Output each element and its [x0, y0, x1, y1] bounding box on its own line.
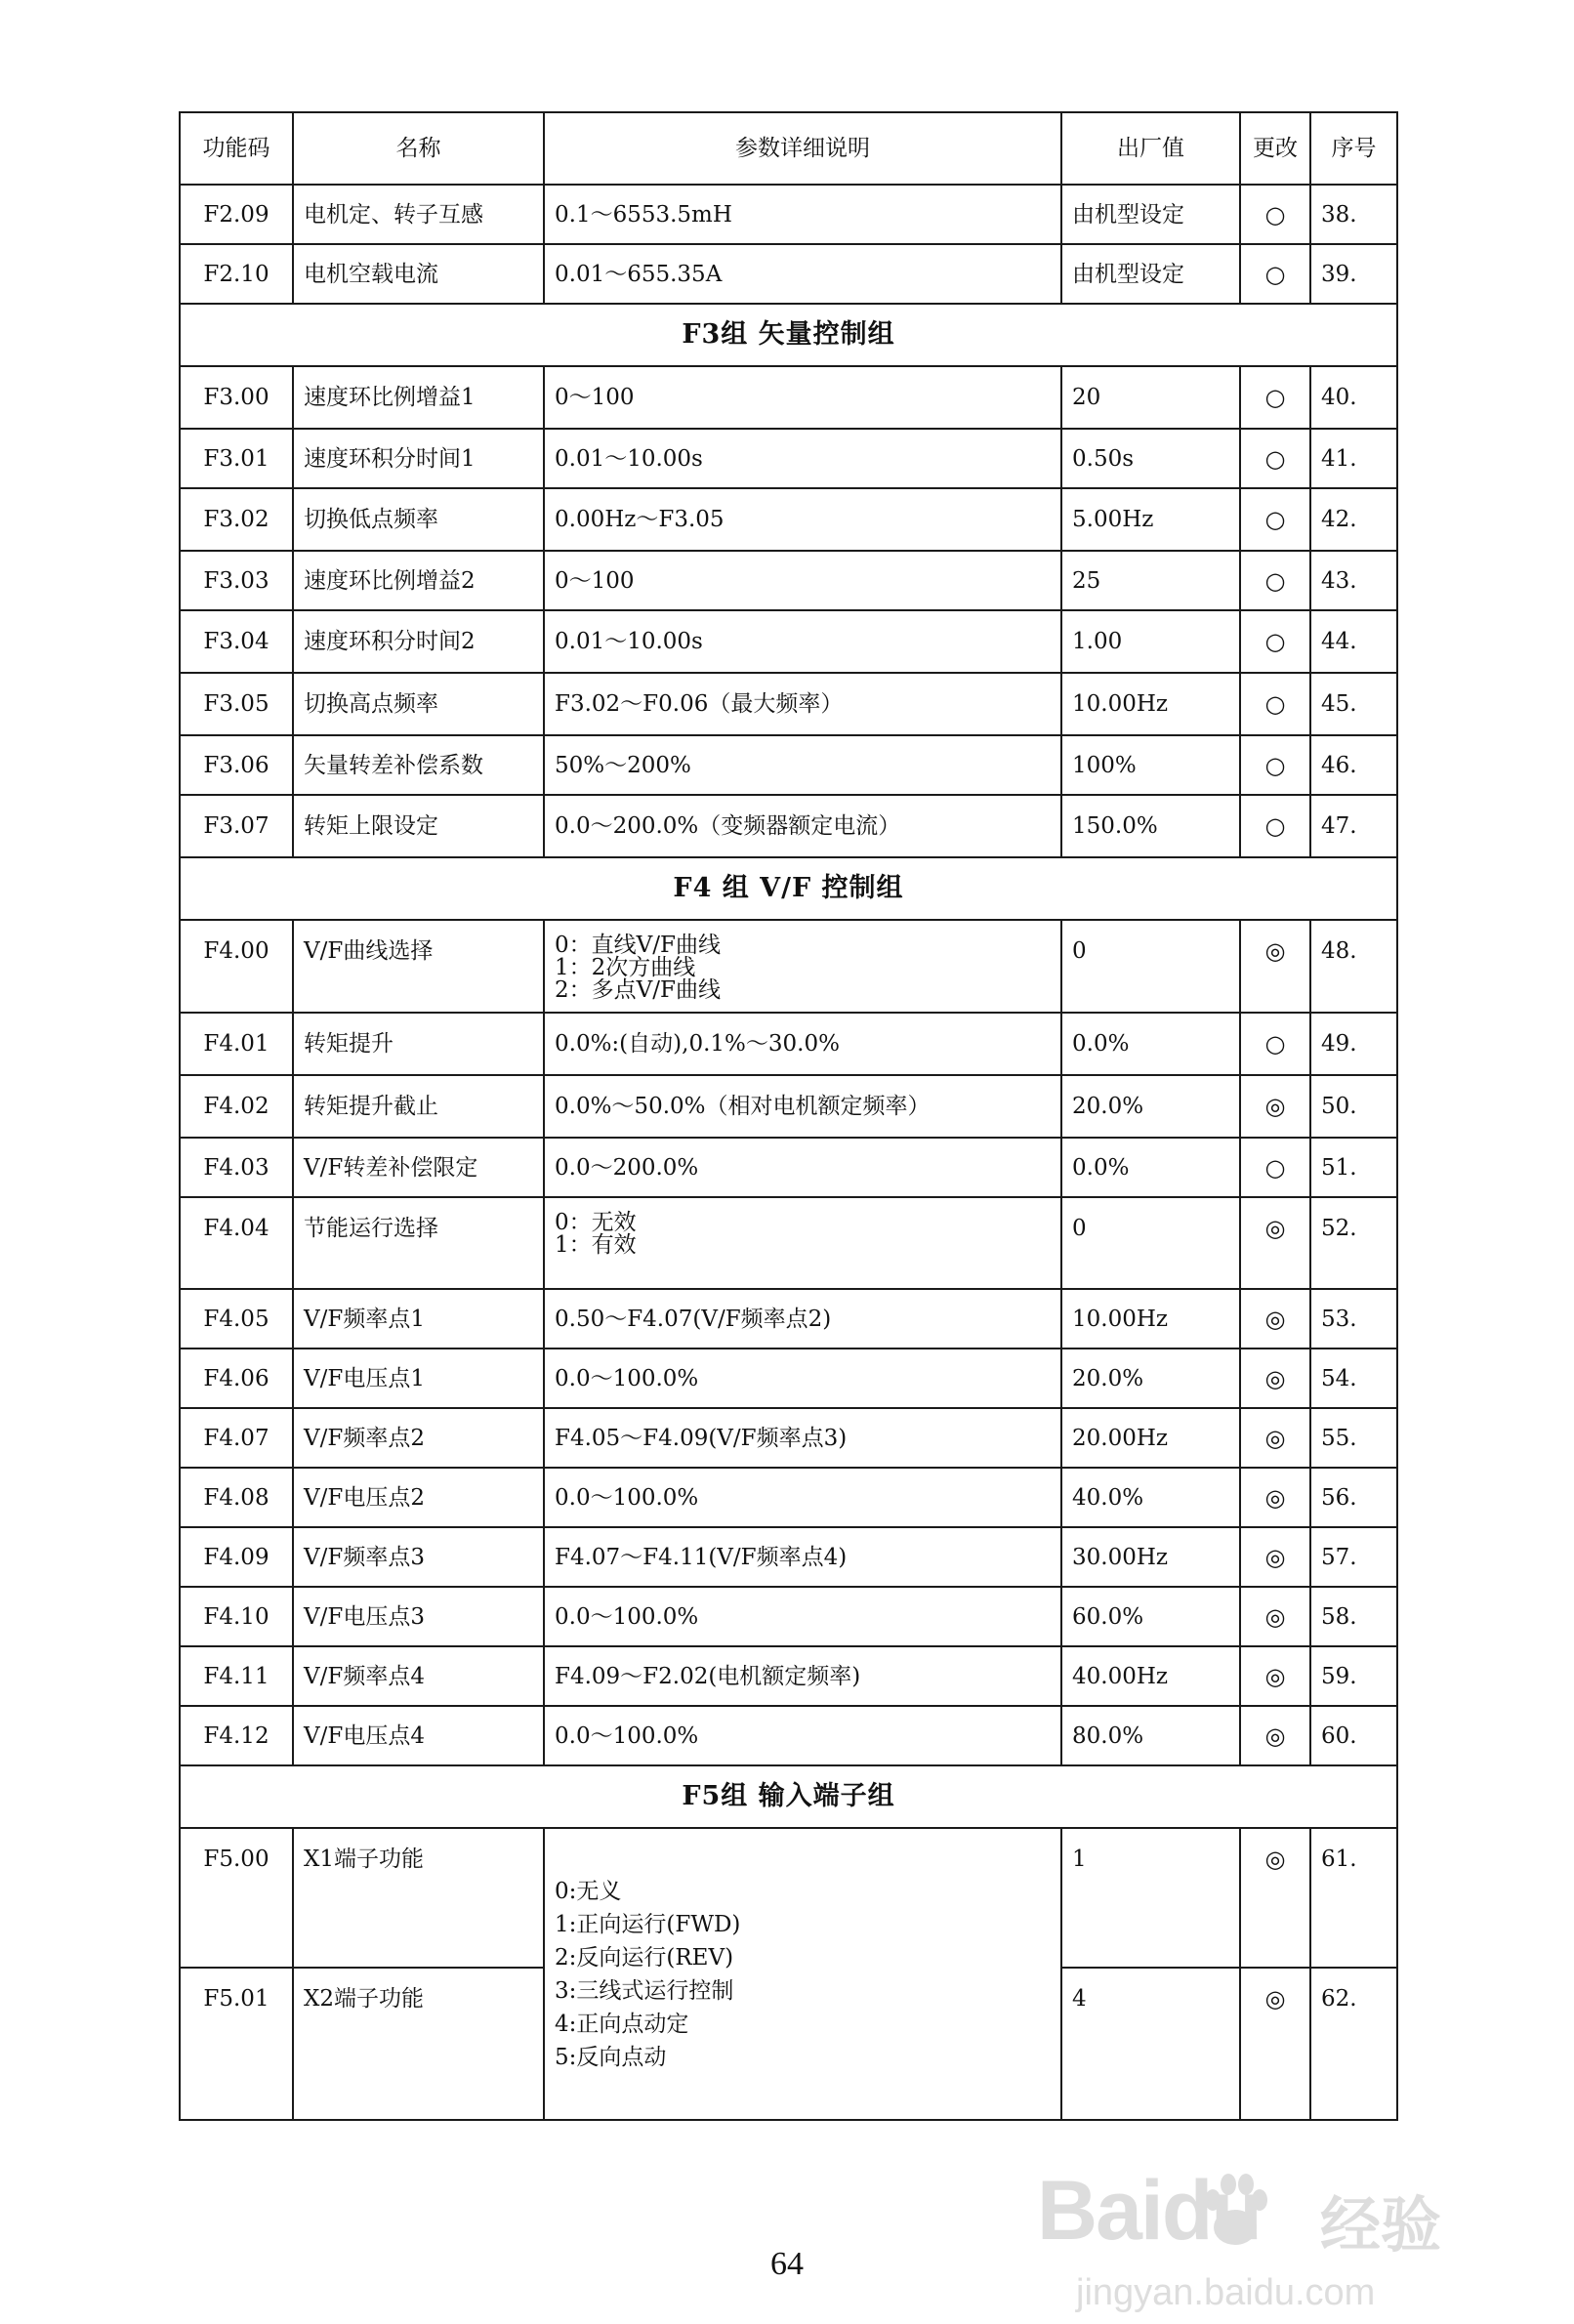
param-change: ○: [1240, 488, 1310, 551]
param-desc: F3.02～F0.06（最大频率）: [544, 673, 1061, 735]
param-code: F4.04: [180, 1197, 293, 1289]
param-name: V/F电压点1: [293, 1349, 544, 1408]
param-desc-line: 1：有效: [555, 1232, 637, 1258]
header-seq: 序号: [1310, 112, 1397, 185]
param-seq: 60.: [1310, 1706, 1397, 1765]
group-title: F4 组 V/F 控制组: [180, 857, 1397, 920]
param-code: F3.01: [180, 429, 293, 488]
param-seq: 46.: [1310, 735, 1397, 795]
param-change: ○: [1240, 429, 1310, 488]
param-code: F4.11: [180, 1646, 293, 1706]
param-change: ○: [1240, 185, 1310, 244]
table-row: [180, 1587, 1397, 1646]
param-change: ◎: [1240, 1828, 1310, 1968]
param-change: ◎: [1240, 1349, 1310, 1408]
param-default: 20.0%: [1061, 1075, 1240, 1138]
param-code: F3.03: [180, 551, 293, 610]
watermark-cn-text: 经验: [1320, 2189, 1442, 2261]
param-seq: 56.: [1310, 1468, 1397, 1527]
param-seq: 42.: [1310, 488, 1397, 551]
header-name: 名称: [293, 112, 544, 185]
param-desc-line: 0:无义: [555, 1878, 622, 1904]
param-code: F3.00: [180, 366, 293, 429]
param-code: F4.12: [180, 1706, 293, 1765]
param-code: F4.07: [180, 1408, 293, 1468]
table-row: [180, 366, 1397, 429]
param-code: F4.00: [180, 920, 293, 1013]
header-default: 出厂值: [1061, 112, 1240, 185]
param-seq: 48.: [1310, 920, 1397, 1013]
param-name: 转矩提升: [293, 1013, 544, 1075]
group-header-row: [180, 304, 1397, 366]
param-desc: 0.0～100.0%: [544, 1587, 1061, 1646]
parameter-table: [179, 111, 1398, 2121]
param-change: ◎: [1240, 1468, 1310, 1527]
table-row: [180, 1138, 1397, 1197]
param-seq: 59.: [1310, 1646, 1397, 1706]
param-desc: 0～100: [544, 366, 1061, 429]
param-desc: 0.0～100.0%: [544, 1706, 1061, 1765]
param-default: 80.0%: [1061, 1706, 1240, 1765]
param-desc: 0.00Hz～F3.05: [544, 488, 1061, 551]
param-change: ○: [1240, 366, 1310, 429]
page-number: 64: [770, 2246, 804, 2282]
param-change: ○: [1240, 1013, 1310, 1075]
header-desc: 参数详细说明: [544, 112, 1061, 185]
table-row: [180, 1349, 1397, 1408]
param-change: ○: [1240, 795, 1310, 857]
table-row: [180, 429, 1397, 488]
param-seq: 38.: [1310, 185, 1397, 244]
param-seq: 39.: [1310, 244, 1397, 304]
param-desc-line: 5:反向点动: [555, 2044, 667, 2070]
param-desc: F4.05～F4.09(V/F频率点3): [544, 1408, 1061, 1468]
param-name: V/F电压点4: [293, 1706, 544, 1765]
param-name: V/F频率点2: [293, 1408, 544, 1468]
param-seq: 53.: [1310, 1289, 1397, 1349]
paw-icon: [1201, 2169, 1269, 2257]
param-default: 20.0%: [1061, 1349, 1240, 1408]
table-row: [180, 1828, 1397, 1968]
param-desc-line: 0：直线V/F曲线: [555, 933, 721, 958]
param-name: 切换高点频率: [293, 673, 544, 735]
table-row: [180, 185, 1397, 244]
watermark-logo-text: Baidu: [1037, 2164, 1261, 2258]
param-code: F4.10: [180, 1587, 293, 1646]
param-change: ○: [1240, 610, 1310, 673]
param-default: 由机型设定: [1061, 185, 1240, 244]
param-seq: 47.: [1310, 795, 1397, 857]
param-change: ◎: [1240, 1197, 1310, 1289]
param-change: ◎: [1240, 1968, 1310, 2120]
table-row: [180, 795, 1397, 857]
table-row: [180, 1706, 1397, 1765]
param-code: F4.03: [180, 1138, 293, 1197]
param-seq: 52.: [1310, 1197, 1397, 1289]
table-row: [180, 1197, 1397, 1289]
param-change: ◎: [1240, 1646, 1310, 1706]
param-default: 30.00Hz: [1061, 1527, 1240, 1587]
param-seq: 54.: [1310, 1349, 1397, 1408]
param-default: 0: [1061, 920, 1240, 1013]
param-desc: 0.1～6553.5mH: [544, 185, 1061, 244]
group-header-row: [180, 857, 1397, 920]
param-name: V/F频率点3: [293, 1527, 544, 1587]
watermark-url: jingyan.baidu.com: [1076, 2272, 1376, 2313]
param-desc: F4.07～F4.11(V/F频率点4): [544, 1527, 1061, 1587]
param-desc-line: 2：多点V/F曲线: [555, 977, 721, 1003]
param-name: V/F频率点4: [293, 1646, 544, 1706]
param-code: F4.05: [180, 1289, 293, 1349]
group-title: F5组 输入端子组: [180, 1765, 1397, 1828]
param-default: 1.00: [1061, 610, 1240, 673]
param-default: 0.0%: [1061, 1138, 1240, 1197]
param-seq: 43.: [1310, 551, 1397, 610]
param-desc: 0.0%～50.0%（相对电机额定频率）: [544, 1075, 1061, 1138]
param-desc: 0.0%:(自动),0.1%～30.0%: [544, 1013, 1061, 1075]
param-change: ◎: [1240, 1289, 1310, 1349]
param-name: 速度环积分时间1: [293, 429, 544, 488]
param-desc: 0.0～200.0%: [544, 1138, 1061, 1197]
param-seq: 51.: [1310, 1138, 1397, 1197]
param-name: V/F频率点1: [293, 1289, 544, 1349]
table-row: [180, 920, 1397, 1013]
param-change: ◎: [1240, 1587, 1310, 1646]
table-header-row: [180, 112, 1397, 185]
param-desc: 50%～200%: [544, 735, 1061, 795]
param-desc: 0～100: [544, 551, 1061, 610]
header-change: 更改: [1240, 112, 1310, 185]
param-seq: 58.: [1310, 1587, 1397, 1646]
table-row: [180, 1646, 1397, 1706]
param-change: ◎: [1240, 1527, 1310, 1587]
table-row: [180, 673, 1397, 735]
header-code: 功能码: [180, 112, 293, 185]
param-code: F3.07: [180, 795, 293, 857]
table-row: [180, 488, 1397, 551]
table-row: [180, 1075, 1397, 1138]
param-code: F5.00: [180, 1828, 293, 1968]
table-row: [180, 1013, 1397, 1075]
param-desc: [544, 920, 1061, 1013]
table-row: [180, 735, 1397, 795]
param-desc-line: 4:正向点动定: [555, 2011, 689, 2037]
param-code: F4.09: [180, 1527, 293, 1587]
param-change: ◎: [1240, 1706, 1310, 1765]
param-desc: [544, 1828, 1061, 2120]
param-desc-line: 3:三线式运行控制: [555, 1977, 734, 2004]
table-row: [180, 1289, 1397, 1349]
param-name: 节能运行选择: [293, 1197, 544, 1289]
param-name: V/F曲线选择: [293, 920, 544, 1013]
param-code: F4.08: [180, 1468, 293, 1527]
param-default: 1: [1061, 1828, 1240, 1968]
param-default: 10.00Hz: [1061, 673, 1240, 735]
param-change: ○: [1240, 551, 1310, 610]
param-default: 4: [1061, 1968, 1240, 2120]
param-seq: 49.: [1310, 1013, 1397, 1075]
param-name: 矢量转差补偿系数: [293, 735, 544, 795]
baidu-jingyan-watermark: [1037, 2163, 1486, 2319]
param-change: ◎: [1240, 1075, 1310, 1138]
param-default: 40.0%: [1061, 1468, 1240, 1527]
param-desc: 0.01～10.00s: [544, 429, 1061, 488]
param-name: V/F电压点2: [293, 1468, 544, 1527]
param-code: F3.05: [180, 673, 293, 735]
param-seq: 61.: [1310, 1828, 1397, 1968]
table-row: [180, 551, 1397, 610]
group-title: F3组 矢量控制组: [180, 304, 1397, 366]
param-code: F4.02: [180, 1075, 293, 1138]
param-desc: 0.01～655.35A: [544, 244, 1061, 304]
param-name: 电机空载电流: [293, 244, 544, 304]
table-row: [180, 1468, 1397, 1527]
param-name: V/F转差补偿限定: [293, 1138, 544, 1197]
table-row: [180, 610, 1397, 673]
param-desc: 0.0～100.0%: [544, 1468, 1061, 1527]
param-default: 60.0%: [1061, 1587, 1240, 1646]
param-default: 0.50s: [1061, 429, 1240, 488]
param-name: 速度环比例增益1: [293, 366, 544, 429]
param-seq: 57.: [1310, 1527, 1397, 1587]
param-name: 速度环积分时间2: [293, 610, 544, 673]
param-name: 切换低点频率: [293, 488, 544, 551]
table-row: [180, 244, 1397, 304]
group-header-row: [180, 1765, 1397, 1828]
param-name: X2端子功能: [293, 1968, 544, 2120]
param-name: V/F电压点3: [293, 1587, 544, 1646]
param-seq: 41.: [1310, 429, 1397, 488]
param-seq: 50.: [1310, 1075, 1397, 1138]
param-desc: 0.50～F4.07(V/F频率点2): [544, 1289, 1061, 1349]
param-default: 40.00Hz: [1061, 1646, 1240, 1706]
param-desc-line: 0：无效: [555, 1210, 637, 1235]
param-code: F2.10: [180, 244, 293, 304]
param-default: 20: [1061, 366, 1240, 429]
param-default: 由机型设定: [1061, 244, 1240, 304]
param-desc-line: 1：2次方曲线: [555, 955, 696, 980]
param-code: F3.04: [180, 610, 293, 673]
param-change: ○: [1240, 673, 1310, 735]
param-code: F3.06: [180, 735, 293, 795]
param-name: 电机定、转子互感: [293, 185, 544, 244]
param-default: 0: [1061, 1197, 1240, 1289]
param-code: F2.09: [180, 185, 293, 244]
param-name: 转矩上限设定: [293, 795, 544, 857]
param-change: ○: [1240, 735, 1310, 795]
param-default: 5.00Hz: [1061, 488, 1240, 551]
param-default: 10.00Hz: [1061, 1289, 1240, 1349]
param-seq: 55.: [1310, 1408, 1397, 1468]
param-desc: [544, 1197, 1061, 1289]
table-row: [180, 1408, 1397, 1468]
param-desc: F4.09～F2.02(电机额定频率): [544, 1646, 1061, 1706]
param-seq: 40.: [1310, 366, 1397, 429]
param-code: F3.02: [180, 488, 293, 551]
param-default: 150.0%: [1061, 795, 1240, 857]
param-default: 100%: [1061, 735, 1240, 795]
param-default: 25: [1061, 551, 1240, 610]
param-desc: 0.0～100.0%: [544, 1349, 1061, 1408]
table-row: [180, 1527, 1397, 1587]
param-desc: 0.01～10.00s: [544, 610, 1061, 673]
param-name: 转矩提升截止: [293, 1075, 544, 1138]
param-change: ○: [1240, 244, 1310, 304]
param-name: 速度环比例增益2: [293, 551, 544, 610]
param-desc-line: 2:反向运行(REV): [555, 1944, 734, 1971]
param-default: 0.0%: [1061, 1013, 1240, 1075]
param-code: F4.01: [180, 1013, 293, 1075]
param-desc-line: 1:正向运行(FWD): [555, 1911, 741, 1937]
param-code: F5.01: [180, 1968, 293, 2120]
param-change: ○: [1240, 1138, 1310, 1197]
param-change: ◎: [1240, 1408, 1310, 1468]
param-code: F4.06: [180, 1349, 293, 1408]
param-seq: 45.: [1310, 673, 1397, 735]
param-seq: 62.: [1310, 1968, 1397, 2120]
param-desc: 0.0～200.0%（变频器额定电流）: [544, 795, 1061, 857]
param-name: X1端子功能: [293, 1828, 544, 1968]
param-change: ◎: [1240, 920, 1310, 1013]
param-default: 20.00Hz: [1061, 1408, 1240, 1468]
param-seq: 44.: [1310, 610, 1397, 673]
